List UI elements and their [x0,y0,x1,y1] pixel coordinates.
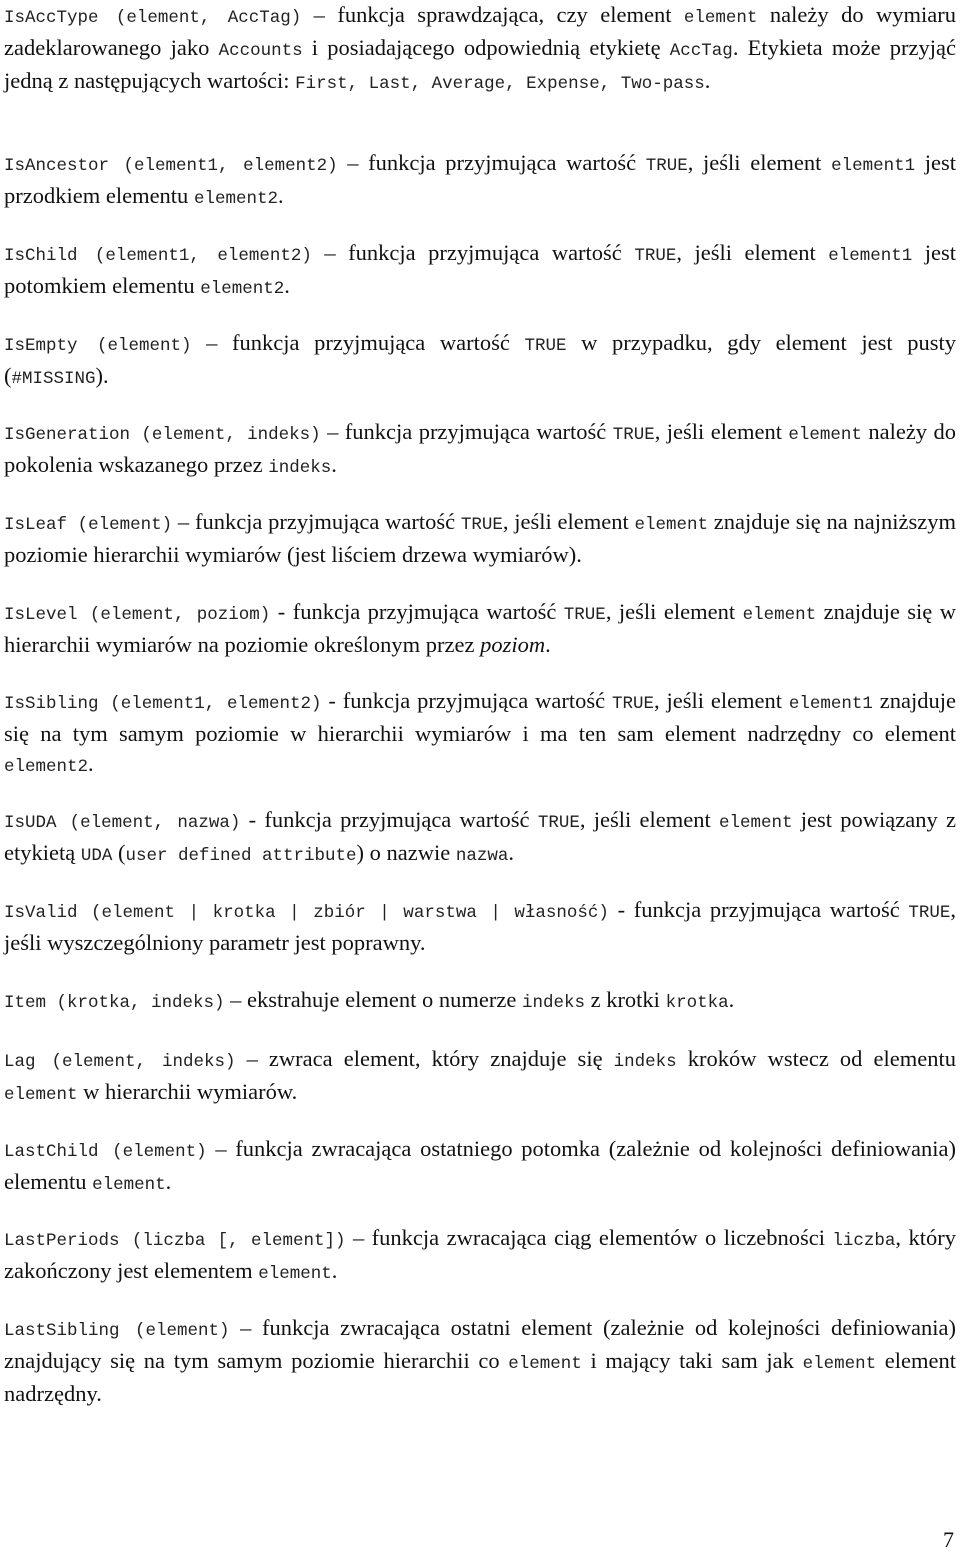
description-text: . [284,273,290,298]
code-term: element [718,813,793,833]
description-text: z krotki [584,987,666,1012]
entry-lag [4,1044,956,1110]
code-term: AccTag [669,41,733,61]
code-term: indeks [613,1052,677,1072]
code-term: element1 [828,246,913,266]
code-term: element1 [788,694,873,714]
function-signature: LastSibling (element) [4,1321,230,1341]
entry-isvalid [4,895,956,958]
function-signature: Item (krotka, indeks) [4,993,225,1013]
function-signature: IsLeaf (element) [4,515,173,535]
italic-term: poziom [480,632,546,657]
description-text: . [88,751,94,776]
page-number: 7 [943,1527,954,1552]
function-signature: IsGeneration (element, indeks) [4,425,321,445]
entry-isuda [4,805,956,871]
description-text: w hierarchii wymiarów. [77,1079,298,1104]
entry-isempty [4,328,956,394]
entry-lastsibling [4,1313,956,1409]
entry-islevel [4,597,956,660]
code-term: indeks [268,458,332,478]
function-signature: IsAccType (element, AccTag) [4,8,302,28]
description-text: element nadrzędny. [4,1348,957,1406]
description-text: . [545,632,551,657]
description-text: – funkcja przyjmująca wartość [311,240,635,265]
description-text: , jeśli element [653,688,789,713]
description-text: , jeśli element [605,599,743,624]
description-text: . [331,1258,338,1283]
code-term: element1 [831,156,916,176]
description-text: – funkcja przyjmująca wartość [191,330,525,355]
description-text: – funkcja przyjmująca wartość [320,419,613,444]
description-text: . [331,452,337,477]
code-term: TRUE [537,813,580,833]
description-text: – funkcja zwracająca ostatniego potomka (zależnie od kolejności definiowania) elementu [4,1136,956,1194]
function-signature: Lag (element, indeks) [4,1052,236,1072]
entry-isleaf [4,507,956,570]
code-term: TRUE [612,425,655,445]
function-signature: IsUDA (element, nazwa) [4,813,241,833]
function-signature: IsLevel (element, poziom) [4,605,271,625]
code-term: First, Last, Average, Expense, Two-pass [295,74,705,94]
code-term: element2 [4,757,89,777]
description-text: – funkcja zwracająca ciąg elementów o liczebności [345,1225,833,1250]
description-text: znajduje się na najniższym poziomie hierarchii wymiarów (jest liściem drzewa wymiarów). [4,509,956,567]
function-signature: IsChild (element1, element2) [4,246,312,266]
description-text: i posiadającego odpowiednią etykietę [302,35,670,60]
function-signature: IsAncestor (element1, element2) [4,156,338,176]
code-term: TRUE [634,246,677,266]
function-signature: IsSibling (element1, element2) [4,694,322,714]
description-text: znajduje się w hierarchii wymiarów na poziomie określonym przez [4,599,957,657]
description-text: ( [112,840,126,865]
description-text: – funkcja przyjmująca wartość [337,150,646,175]
description-text: należy do pokolenia wskazanego przez [4,419,956,477]
code-term: TRUE [645,156,688,176]
entry-isacctype [4,0,956,99]
code-term: element [4,1085,78,1105]
code-term: element [683,8,758,28]
function-signature: IsValid (element | krotka | zbiór | warstwa | własność) [4,903,609,923]
description-text: jest powiązany z etykietą [4,807,956,865]
description-text: – funkcja sprawdzająca, czy element [301,2,684,27]
entry-isancestor [4,148,956,214]
function-signature: LastPeriods (liczba [, element]) [4,1231,346,1251]
entry-isgeneration [4,417,956,483]
description-text: , jeśli element [676,240,829,265]
description-text: , jeśli element [579,807,719,832]
code-term: element [802,1354,877,1374]
description-text: znajduje się na tym samym poziomie w hierarchii wymiarów i ma ten sam element nadrzędny co element [4,688,956,746]
description-text: jest przodkiem elementu [4,150,956,208]
description-text: ) o nazwie [356,840,456,865]
description-text: . [704,68,711,93]
description-text: , jeśli wyszczególniony parametr jest poprawny. [4,897,956,955]
description-text: . [728,987,735,1012]
description-text: ). [95,363,109,388]
description-text: , który zakończony jest elementem [4,1225,956,1283]
entry-issibling [4,686,956,782]
code-term: element [92,1175,166,1195]
code-term: liczba [832,1231,896,1251]
description-text: - funkcja przyjmująca wartość [321,688,612,713]
entry-item [4,985,956,1018]
function-signature: IsEmpty (element) [4,336,192,356]
code-term: krotka [665,993,729,1013]
code-term: indeks [521,993,585,1013]
description-text: . [508,840,514,865]
code-term: TRUE [611,694,654,714]
code-term: #MISSING [11,369,96,389]
entry-lastchild [4,1134,956,1200]
description-text: i mający taki sam jak [581,1348,803,1373]
code-term: TRUE [563,605,606,625]
code-term: element2 [193,189,278,209]
description-text: w przypadku, gdy element jest pusty ( [4,330,957,388]
entry-lastperiods [4,1223,956,1289]
description-text: kroków wstecz od elementu [676,1046,956,1071]
description-text: , jeśli element [687,150,832,175]
code-term: element [788,425,862,445]
description-text: - funkcja przyjmująca wartość [608,897,909,922]
code-term: element2 [200,279,285,299]
description-text: jest potomkiem elementu [4,240,956,298]
description-text: – funkcja przyjmująca wartość [172,509,461,534]
code-term: Accounts [218,41,303,61]
description-text: , jeśli element [654,419,789,444]
code-term: TRUE [460,515,503,535]
code-term: TRUE [908,903,951,923]
description-text: – funkcja zwracająca ostatni element (zależnie od kolejności definiowania) znajdujący się na tym samym poziomie hierarchii co [4,1315,956,1373]
description-text: należy do wymiaru zadeklarowanego jako [4,2,957,60]
description-text: . [277,183,284,208]
code-term: element [508,1354,582,1374]
description-text: . [165,1169,172,1194]
description-text: . Etykieta może przyjąć jedną z następujących wartości: [4,35,956,93]
description-text: - funkcja przyjmująca wartość [240,807,538,832]
entry-ischild [4,238,956,304]
description-text: – zwraca element, który znajduje się [235,1046,614,1071]
code-term: element [258,1264,332,1284]
code-term: TRUE [524,336,567,356]
description-text: – ekstrahuje element o numerze [224,987,522,1012]
function-signature: LastChild (element) [4,1142,207,1162]
code-term: element [742,605,817,625]
description-text: - funkcja przyjmująca wartość [270,599,564,624]
code-term: UDA [80,846,113,866]
description-text: , jeśli element [502,509,635,534]
code-term: user defined attribute [125,846,357,866]
code-term: nazwa [455,846,509,866]
code-term: element [634,515,709,535]
